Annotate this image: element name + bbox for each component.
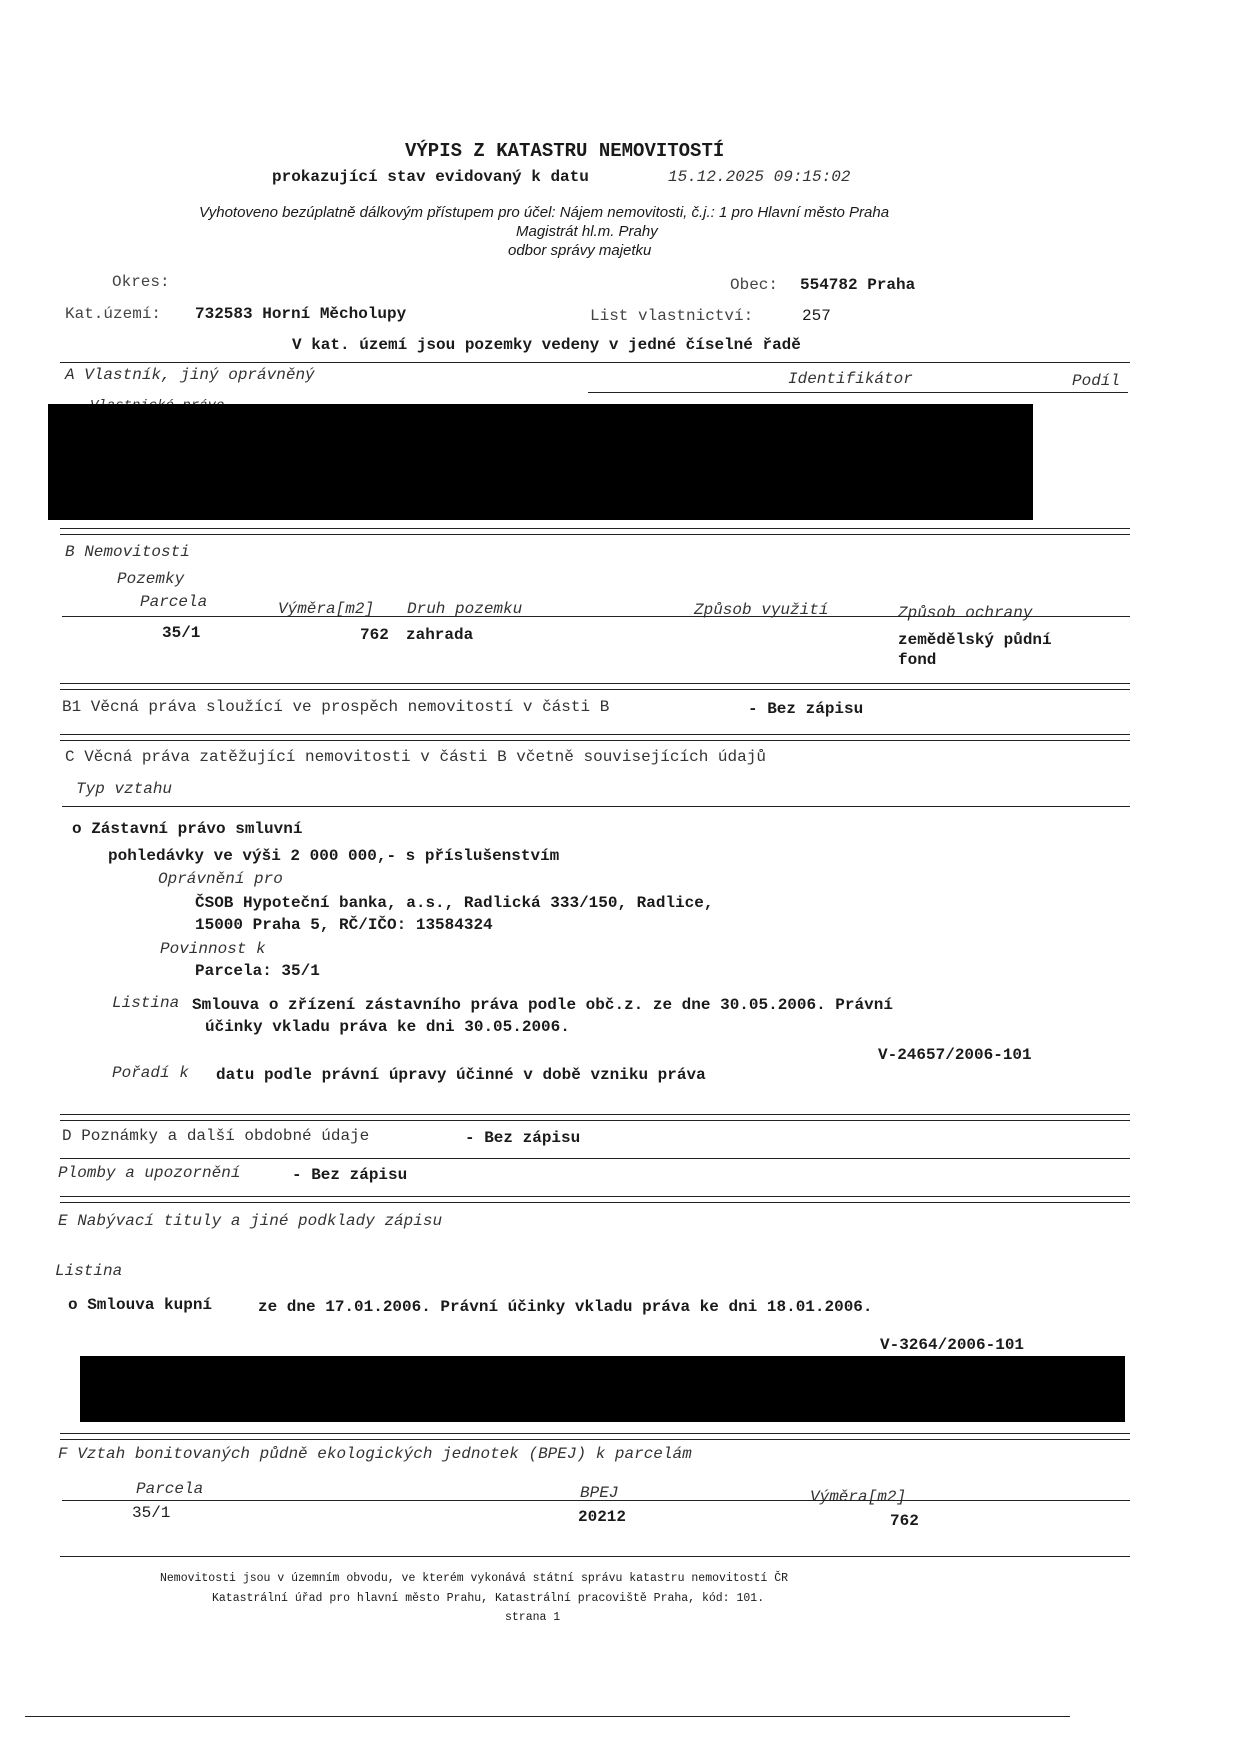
parcel-series-note: V kat. území jsou pozemky vedeny v jedné číselné řadě bbox=[292, 336, 801, 354]
redacted-title-block bbox=[80, 1356, 1125, 1422]
col-zpusob-ochrany: Způsob ochrany bbox=[898, 604, 1033, 622]
section-b1-end-rule bbox=[60, 734, 1130, 735]
section-a-end-rule bbox=[60, 528, 1130, 529]
section-c-end-rule-2 bbox=[60, 1120, 1130, 1121]
opravneni-label: Oprávnění pro bbox=[158, 870, 283, 888]
section-f-header-rule bbox=[62, 1500, 1130, 1501]
col-druh-pozemku: Druh pozemku bbox=[407, 600, 523, 618]
section-b-end-rule bbox=[60, 683, 1130, 684]
parcel-protection-2: fond bbox=[898, 651, 937, 669]
section-e-end-rule bbox=[60, 1433, 1130, 1434]
section-c-header-rule bbox=[62, 806, 1130, 807]
bpej-col-vymera: Výměra[m2] bbox=[810, 1488, 907, 1506]
purpose-note: Vyhotoveno bezúplatně dálkovým přístupem pro účel: Nájem nemovitosti, č.j.: 1 pro Hlavní město Praha bbox=[199, 204, 890, 221]
parcel-type: zahrada bbox=[406, 626, 474, 644]
bottom-margin-rule bbox=[25, 1716, 1070, 1717]
section-b1-value: - Bez zápisu bbox=[748, 700, 864, 718]
listina-label: Listina bbox=[112, 994, 180, 1012]
list-vlastnictvi-value: 257 bbox=[802, 307, 831, 325]
lien-amount: pohledávky ve výši 2 000 000,- s příslušenstvím bbox=[108, 847, 560, 865]
poradi-value: datu podle právní úpravy účinné v době vzniku práva bbox=[216, 1066, 706, 1084]
kat-uzemi-value: 732583 Horní Měcholupy bbox=[195, 305, 407, 323]
section-f-end-rule bbox=[60, 1556, 1130, 1557]
parcel-protection: zemědělský půdní bbox=[898, 631, 1052, 649]
okres-label: Okres: bbox=[112, 273, 170, 291]
creditor-line1: ČSOB Hypoteční banka, a.s., Radlická 333/150, Radlice, bbox=[195, 894, 714, 912]
section-e-listina-label: Listina bbox=[55, 1262, 123, 1280]
section-a-end-rule-2 bbox=[60, 534, 1130, 535]
plomby-label: Plomby a upozornění bbox=[58, 1164, 241, 1182]
bpej-parcel-number: 35/1 bbox=[132, 1504, 171, 1522]
poradi-label: Pořadí k bbox=[112, 1064, 189, 1082]
footer-jurisdiction-note: Nemovitosti jsou v územním obvodu, ve kterém vykonává státní správu katastru nemovitostí ČR bbox=[160, 1572, 789, 1585]
section-c-title: C Věcná práva zatěžující nemovitosti v části B včetně souvisejících údajů bbox=[65, 748, 766, 766]
col-identifikator: Identifikátor bbox=[788, 370, 913, 388]
section-c-end-rule bbox=[60, 1114, 1130, 1115]
subtitle-prefix: prokazující stav evidovaný k datu bbox=[272, 168, 589, 186]
bpej-col-parcela: Parcela bbox=[136, 1480, 204, 1498]
parcel-area: 762 bbox=[360, 626, 389, 644]
list-vlastnictvi-label: List vlastnictví: bbox=[590, 307, 754, 325]
section-e-end-rule-2 bbox=[60, 1439, 1130, 1440]
section-b-header-rule bbox=[62, 616, 1130, 617]
subtitle-date: 15.12.2025 09:15:02 bbox=[668, 168, 851, 186]
col-zpusob-vyuziti: Způsob využití bbox=[694, 601, 829, 619]
bpej-code: 20212 bbox=[578, 1508, 627, 1526]
purpose-note-office: Magistrát hl.m. Prahy bbox=[516, 223, 658, 240]
lien-title: o Zástavní právo smluvní bbox=[72, 820, 303, 838]
creditor-line2: 15000 Praha 5, RČ/IČO: 13584324 bbox=[195, 916, 493, 934]
obec-value: 554782 Praha bbox=[800, 276, 916, 294]
section-d-value: - Bez zápisu bbox=[465, 1129, 581, 1147]
col-podil: Podíl bbox=[1072, 372, 1121, 390]
povinnost-label: Povinnost k bbox=[160, 940, 266, 958]
section-a-title: A Vlastník, jiný oprávněný bbox=[65, 366, 315, 384]
redacted-owner-block bbox=[48, 404, 1033, 520]
section-b-title: B Nemovitosti bbox=[65, 543, 190, 561]
section-b-subtitle: Pozemky bbox=[117, 570, 185, 588]
col-typ-vztahu: Typ vztahu bbox=[76, 780, 173, 798]
purchase-contract-title: o Smlouva kupní bbox=[68, 1296, 213, 1314]
section-d-end-rule bbox=[60, 1158, 1130, 1159]
purchase-contract-text: ze dne 17.01.2006. Právní účinky vkladu práva ke dni 18.01.2006. bbox=[258, 1298, 873, 1316]
col-vymera: Výměra[m2] bbox=[278, 600, 375, 618]
bpej-col-code: BPEJ bbox=[580, 1484, 619, 1502]
document-title: VÝPIS Z KATASTRU NEMOVITOSTÍ bbox=[405, 140, 725, 162]
listina-text-line1: Smlouva o zřízení zástavního práva podle obč.z. ze dne 30.05.2006. Právní bbox=[192, 996, 893, 1014]
col-parcela: Parcela bbox=[140, 593, 208, 611]
purpose-note-department: odbor správy majetku bbox=[508, 242, 652, 259]
page-number: strana 1 bbox=[505, 1611, 561, 1624]
plomby-end-rule bbox=[60, 1196, 1130, 1197]
section-e-title: E Nabývací tituly a jiné podklady zápisu bbox=[58, 1212, 443, 1230]
parcel-number: 35/1 bbox=[162, 624, 201, 642]
section-b1-label: B1 Věcná práva sloužící ve prospěch nemovitostí v části B bbox=[62, 698, 610, 716]
plomby-end-rule-2 bbox=[60, 1202, 1130, 1203]
plomby-value: - Bez zápisu bbox=[292, 1166, 408, 1184]
section-b-end-rule-2 bbox=[60, 689, 1130, 690]
bpej-area: 762 bbox=[890, 1512, 919, 1530]
section-a-rule bbox=[60, 362, 1130, 363]
purchase-contract-reference: V-3264/2006-101 bbox=[880, 1336, 1025, 1354]
listina-text-line2: účinky vkladu práva ke dni 30.05.2006. bbox=[205, 1018, 570, 1036]
section-b1-end-rule-2 bbox=[60, 740, 1130, 741]
section-f-title: F Vztah bonitovaných půdně ekologických jednotek (BPEJ) k parcelám bbox=[58, 1445, 692, 1463]
kat-uzemi-label: Kat.území: bbox=[65, 305, 162, 323]
listina-reference: V-24657/2006-101 bbox=[878, 1046, 1032, 1064]
obec-label: Obec: bbox=[730, 276, 779, 294]
povinnost-value: Parcela: 35/1 bbox=[195, 962, 320, 980]
section-a-header-rule bbox=[588, 392, 1128, 393]
section-d-label: D Poznámky a další obdobné údaje bbox=[62, 1127, 370, 1145]
footer-office-note: Katastrální úřad pro hlavní město Prahu, Katastrální pracoviště Praha, kód: 101. bbox=[212, 1592, 765, 1605]
